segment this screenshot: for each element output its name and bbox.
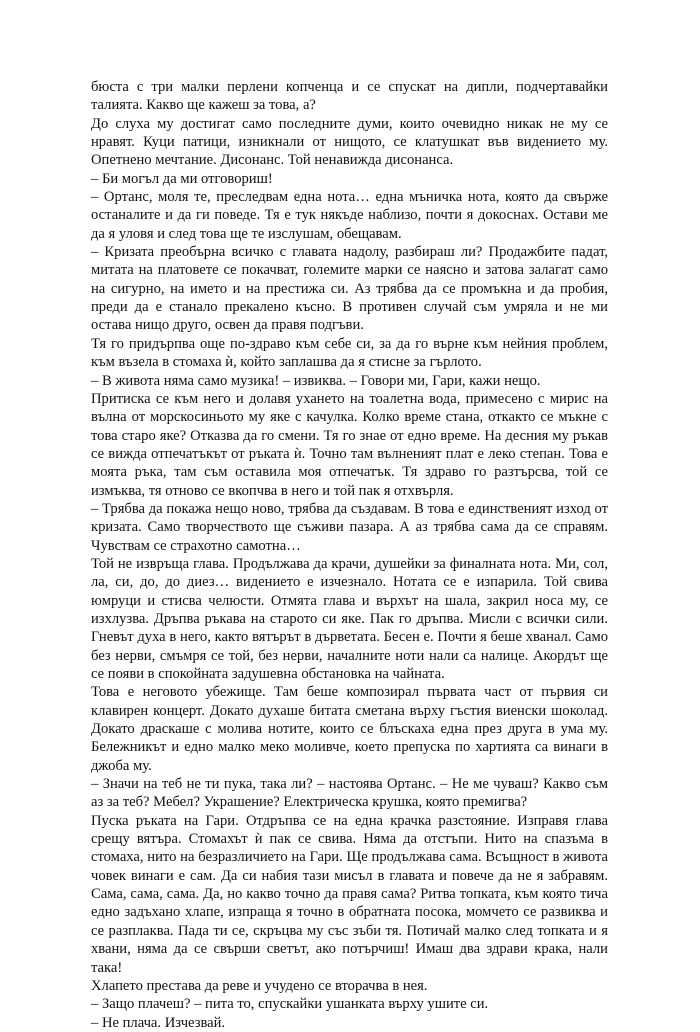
paragraph: Това е неговото убежище. Там беше композирал първата част от първия си клавирен концерт. Докато духаше битата сметана върху гъстия виенски шоколад. Докато драскаше с молива нотите, които се блъскаха една през друга в ума му. Бележникът и едно малко меко моливче, което препуска по хартията са винаги в джоба му.: [91, 684, 608, 774]
paragraph: – Значи на теб не ти пука, така ли? – настоява Ортанс. – Не ме чуваш? Какво съм аз за теб? Мебел? Украшение? Електрическа крушка, която премигва?: [91, 776, 608, 811]
document-text: [91, 78, 608, 1032]
paragraph: – Трябва да покажа нещо ново, трябва да създавам. В това е единственият изход от кризата. Само творчеството ще съживи пазара. А аз трябва сама да се справям. Чувствам се страхотно самотна…: [91, 500, 608, 554]
paragraph: Тя го придърпва още по-здраво към себе си, за да го върне към нейния проблем, към възела в стомаха ѝ, който заплашва да я стисне за гърлото.: [91, 335, 608, 371]
paragraph: – Не плача. Изчезвай.: [91, 1014, 226, 1031]
paragraph: – Ортанс, моля те, преследвам една нота… една мъничка нота, която да свърже останалите и да ги поведе. Тя е тук някъде наблизо, почти я докоснах. Остави ме да я уловя и след това ще те изслушам, обещавам.: [91, 189, 608, 242]
paragraph: Притиска се към него и долавя ухането на тоалетна вода, примесено с мирис на вълна от морскосиньото му яке с качулка. Колко време стана, откакто се мъкне с това старо яке? Отказва да го смени. Тя го знае от едно време. На десния му ръкав се вижда отпечатъкът от ръката ѝ. Точно там вълненият плат е леко степан. Това е моята ръка, там съм оставила моя отпечатък. Тя здраво го разтърсва, той се измъква, тя отново се вкопчва в него и той пак я отхвърля.: [91, 390, 608, 499]
paragraph: До слуха му достигат само последните думи, които очевидно никак не му се нравят. Куци патици, изникнали от нищото, се клатушкат във видението му. Опетнено мечтание. Дисонанс. Той ненавижда дисонанса.: [91, 115, 608, 169]
paragraph: Хлапето престава да реве и учудено се вторачва в нея.: [91, 977, 428, 994]
paragraph: Той не извръща глава. Продължава да крачи, душейки за финалната нота. Ми, сол, ла, си, до, до диез… видението е изчезнало. Нотата се е изпарила. Той свива юмруци и стисва челюсти. Отмята глава и върхът на шала, закрил носа му, се изхлузва. Дръпва ръкава на старото си яке. Пак го дръпва. Мисли с всички сили. Гневът духа в него, както вятърът в дърветата. Бесен е. Почти я беше хванал. Само без нерви, смъмря се той, без нерви, началните ноти нали са налице. Акордът ще се появи в спокойната задушевна обстановка на чайната.: [91, 555, 608, 682]
paragraph: – Кризата преобърна всичко с главата надолу, разбираш ли? Продажбите падат, митата на платовете се покачват, големите марки се наясно и затова залагат само на сигурно, на името и на престижа си. Аз трябва да се промъкна и да пробия, преди да е станало прекалено късно. В противен случай съм умряла и не ми остава нищо друго, освен да правя подгъви.: [91, 244, 608, 334]
paragraph: бюста с три малки перлени копченца и се спускат на дипли, подчертавайки талията. Какво ще кажеш за това, а?: [91, 79, 608, 114]
paragraph: – Би могъл да ми отговориш!: [91, 170, 273, 187]
paragraph: – В живота няма само музика! – извиква. – Говори ми, Гари, кажи нещо.: [91, 372, 541, 389]
paragraph: Пуска ръката на Гари. Отдръпва се на една крачка разстояние. Изправя глава срещу вятъра. Стомахът ѝ пак се свива. Няма да отстъпи. Нито на спазъма в стомаха, нито на безразличието на Гари. Ще продължава сама. Всъщност в живота човек винаги е сам. Да си набия тази мисъл в главата и повече да не я забравям. Сама, сама, сама. Да, но какво точно да правя сама? Ритва топката, към която тича едно задъхано хлапе, изпраща я точно в обратната посока, момчето се развиква и се разплаква. Пада ти се, скръцва му със зъби тя. Потичай малко след топката и я хвани, няма да се свърши светът, ако потърчиш! Имаш два здрави крака, нали така!: [91, 812, 608, 976]
paragraph: – Защо плачеш? – пита то, спускайки ушанката върху ушите си.: [91, 996, 489, 1013]
